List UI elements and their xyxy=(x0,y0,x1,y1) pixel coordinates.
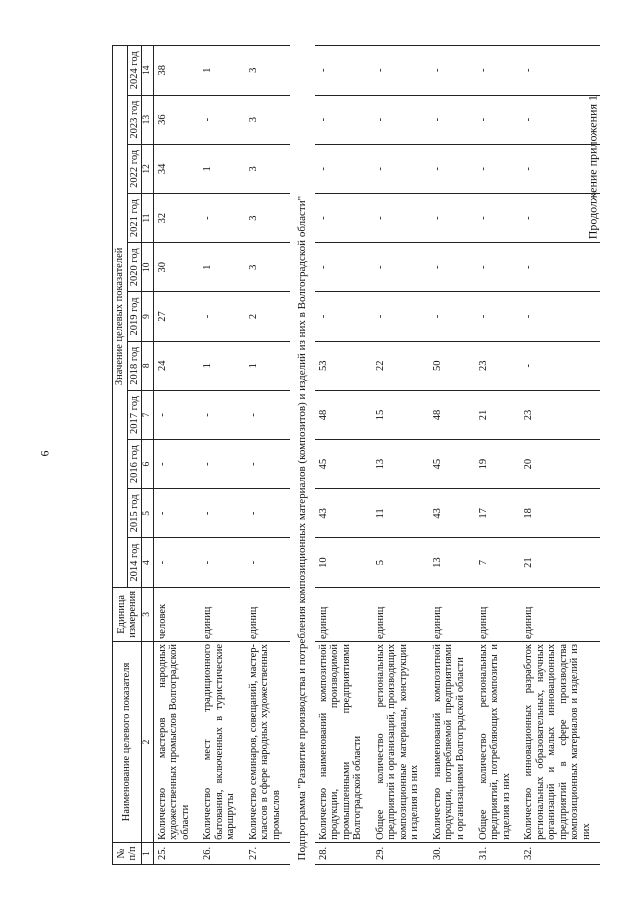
value-cell: 15 xyxy=(372,390,429,439)
value-cell: 23 xyxy=(520,390,600,439)
column-number: 5 xyxy=(142,489,153,538)
column-number: 10 xyxy=(142,243,153,292)
value-cell: 19 xyxy=(475,440,521,489)
unit-cell: единиц xyxy=(372,587,429,641)
row-number: 26. xyxy=(199,842,245,864)
value-cell: 5 xyxy=(372,538,429,587)
indicator-name: Количество мастеров народных художественных промыслов Волгоградской области xyxy=(153,641,199,842)
value-cell: - xyxy=(520,144,600,193)
value-cell: - xyxy=(199,292,245,341)
value-cell: - xyxy=(475,243,521,292)
value-cell: 7 xyxy=(475,538,521,587)
value-cell: - xyxy=(245,538,291,587)
value-cell: - xyxy=(429,95,475,144)
value-cell: - xyxy=(245,390,291,439)
header-num: № п/п xyxy=(113,842,142,864)
value-cell: 50 xyxy=(429,341,475,390)
value-cell: - xyxy=(199,95,245,144)
value-cell: - xyxy=(475,144,521,193)
column-number: 3 xyxy=(142,587,153,641)
value-cell: 22 xyxy=(372,341,429,390)
value-cell: - xyxy=(372,292,429,341)
value-cell: 1 xyxy=(245,341,291,390)
value-cell: 32 xyxy=(153,193,199,242)
value-cell: 30 xyxy=(153,243,199,292)
value-cell: - xyxy=(315,193,372,242)
indicator-name: Количество наименований композитной продукции, производимой промышленными предприятиями Волгоградской области xyxy=(315,641,372,842)
header-year: 2022 год xyxy=(127,144,142,193)
table-frame xyxy=(112,45,597,865)
indicator-name: Количество мест традиционного бытования, включенных в туристические маршруты xyxy=(199,641,245,842)
value-cell: - xyxy=(475,95,521,144)
value-cell: 13 xyxy=(372,440,429,489)
page-number: 6 xyxy=(37,450,52,457)
value-cell: - xyxy=(429,46,475,96)
value-cell: 38 xyxy=(153,46,199,96)
value-cell: 53 xyxy=(315,341,372,390)
value-cell: 1 xyxy=(199,341,245,390)
rotated-table xyxy=(112,45,597,865)
value-cell: 18 xyxy=(520,489,600,538)
value-cell: - xyxy=(520,341,600,390)
value-cell: 34 xyxy=(153,144,199,193)
column-number: 7 xyxy=(142,390,153,439)
table-row xyxy=(372,46,429,865)
value-cell: - xyxy=(520,243,600,292)
value-cell: 48 xyxy=(315,390,372,439)
table-row xyxy=(475,46,521,865)
value-cell: 45 xyxy=(429,440,475,489)
value-cell: - xyxy=(245,440,291,489)
value-cell: 1 xyxy=(199,243,245,292)
value-cell: 1 xyxy=(199,46,245,96)
value-cell: 13 xyxy=(429,538,475,587)
value-cell: - xyxy=(520,193,600,242)
header-year: 2019 год xyxy=(127,292,142,341)
column-number: 1 xyxy=(142,842,153,864)
column-number: 9 xyxy=(142,292,153,341)
column-number: 13 xyxy=(142,95,153,144)
value-cell: - xyxy=(153,489,199,538)
table-row xyxy=(245,46,291,865)
indicator-name: Количество семинаров, совещаний, мастер-классов в сфере народных художественных промыслов xyxy=(245,641,291,842)
header-year: 2023 год xyxy=(127,95,142,144)
value-cell: - xyxy=(520,292,600,341)
value-cell: 11 xyxy=(372,489,429,538)
unit-cell: человек xyxy=(153,587,199,641)
indicator-name: Общее количество региональных предприятий и организаций, производящих композиционные материалы, конструкции и изделия из них xyxy=(372,641,429,842)
value-cell: - xyxy=(429,193,475,242)
value-cell: 3 xyxy=(245,243,291,292)
value-cell: - xyxy=(372,144,429,193)
value-cell: 21 xyxy=(520,538,600,587)
column-number: 8 xyxy=(142,341,153,390)
value-cell: 2 xyxy=(245,292,291,341)
value-cell: - xyxy=(315,144,372,193)
value-cell: 43 xyxy=(315,489,372,538)
value-cell: - xyxy=(199,538,245,587)
value-cell: 1 xyxy=(199,144,245,193)
value-cell: 3 xyxy=(245,144,291,193)
value-cell: 3 xyxy=(245,46,291,96)
value-cell: - xyxy=(245,489,291,538)
table-row xyxy=(315,46,372,865)
value-cell: 10 xyxy=(315,538,372,587)
value-cell: - xyxy=(315,46,372,96)
column-number: 2 xyxy=(142,641,153,842)
value-cell: 17 xyxy=(475,489,521,538)
value-cell: 3 xyxy=(245,193,291,242)
value-cell: 36 xyxy=(153,95,199,144)
header-year: 2018 год xyxy=(127,341,142,390)
value-cell: 43 xyxy=(429,489,475,538)
row-number: 28. xyxy=(315,842,372,864)
value-cell: 3 xyxy=(245,95,291,144)
indicators-table xyxy=(112,45,600,865)
value-cell: - xyxy=(429,292,475,341)
value-cell: - xyxy=(520,95,600,144)
value-cell: - xyxy=(372,46,429,96)
column-number: 14 xyxy=(142,46,153,96)
header-unit: Единица измерения xyxy=(113,587,142,641)
column-number: 12 xyxy=(142,144,153,193)
header-year: 2014 год xyxy=(127,538,142,587)
table-row xyxy=(153,46,199,865)
row-number: 32. xyxy=(520,842,600,864)
value-cell: - xyxy=(315,95,372,144)
value-cell: - xyxy=(153,390,199,439)
value-cell: - xyxy=(372,95,429,144)
value-cell: 20 xyxy=(520,440,600,489)
header-year: 2015 год xyxy=(127,489,142,538)
table-row xyxy=(429,46,475,865)
table-row xyxy=(199,46,245,865)
indicator-name: Общее количество региональных предприятий, потребляющих композиты и изделия из них xyxy=(475,641,521,842)
unit-cell: единиц xyxy=(475,587,521,641)
value-cell: - xyxy=(199,193,245,242)
value-cell: 45 xyxy=(315,440,372,489)
header-year: 2016 год xyxy=(127,440,142,489)
value-cell: - xyxy=(199,390,245,439)
header-year: 2024 год xyxy=(127,46,142,96)
row-number: 27. xyxy=(245,842,291,864)
value-cell: 27 xyxy=(153,292,199,341)
value-cell: - xyxy=(315,292,372,341)
row-number: 30. xyxy=(429,842,475,864)
row-number: 31. xyxy=(475,842,521,864)
value-cell: - xyxy=(199,440,245,489)
column-number: 4 xyxy=(142,538,153,587)
value-cell: - xyxy=(429,243,475,292)
unit-cell: единиц xyxy=(315,587,372,641)
value-cell: 24 xyxy=(153,341,199,390)
value-cell: - xyxy=(475,193,521,242)
continuation-note: Продолжение приложения 1 xyxy=(585,95,599,240)
value-cell: 21 xyxy=(475,390,521,439)
header-name: Наименование целевого показателя xyxy=(113,641,142,842)
subprogram-title: Подпрограмма "Развитие производства и потребления композиционных материалов (композитов) и изделий из них в Волгоградской области" xyxy=(296,195,309,861)
value-cell: - xyxy=(372,243,429,292)
indicator-name: Количество инновационных разработок региональных образовательных, научных организаций и малых инновационных предприятий в сфере производства композиционных материалов и изделий из них xyxy=(520,641,600,842)
value-cell: - xyxy=(199,489,245,538)
unit-cell: единиц xyxy=(520,587,600,641)
value-cell: - xyxy=(520,46,600,96)
column-number: 6 xyxy=(142,440,153,489)
value-cell: - xyxy=(372,193,429,242)
value-cell: - xyxy=(315,243,372,292)
value-cell: 23 xyxy=(475,341,521,390)
header-year: 2021 год xyxy=(127,193,142,242)
header-group: Значение целевых показателей xyxy=(113,46,128,588)
column-number: 11 xyxy=(142,193,153,242)
header-year: 2017 год xyxy=(127,390,142,439)
row-number: 29. xyxy=(372,842,429,864)
column-numbers-row xyxy=(142,46,153,865)
value-cell: - xyxy=(475,46,521,96)
value-cell: - xyxy=(153,440,199,489)
value-cell: - xyxy=(153,538,199,587)
table-row xyxy=(520,46,600,865)
value-cell: 48 xyxy=(429,390,475,439)
unit-cell: единиц xyxy=(199,587,245,641)
unit-cell: единиц xyxy=(245,587,291,641)
value-cell: - xyxy=(475,292,521,341)
value-cell: - xyxy=(429,144,475,193)
indicator-name: Количество наименований композитной продукции, потребляемой предприятиями и организациями Волгоградской области xyxy=(429,641,475,842)
header-year: 2020 год xyxy=(127,243,142,292)
row-number: 25. xyxy=(153,842,199,864)
unit-cell: единиц xyxy=(429,587,475,641)
